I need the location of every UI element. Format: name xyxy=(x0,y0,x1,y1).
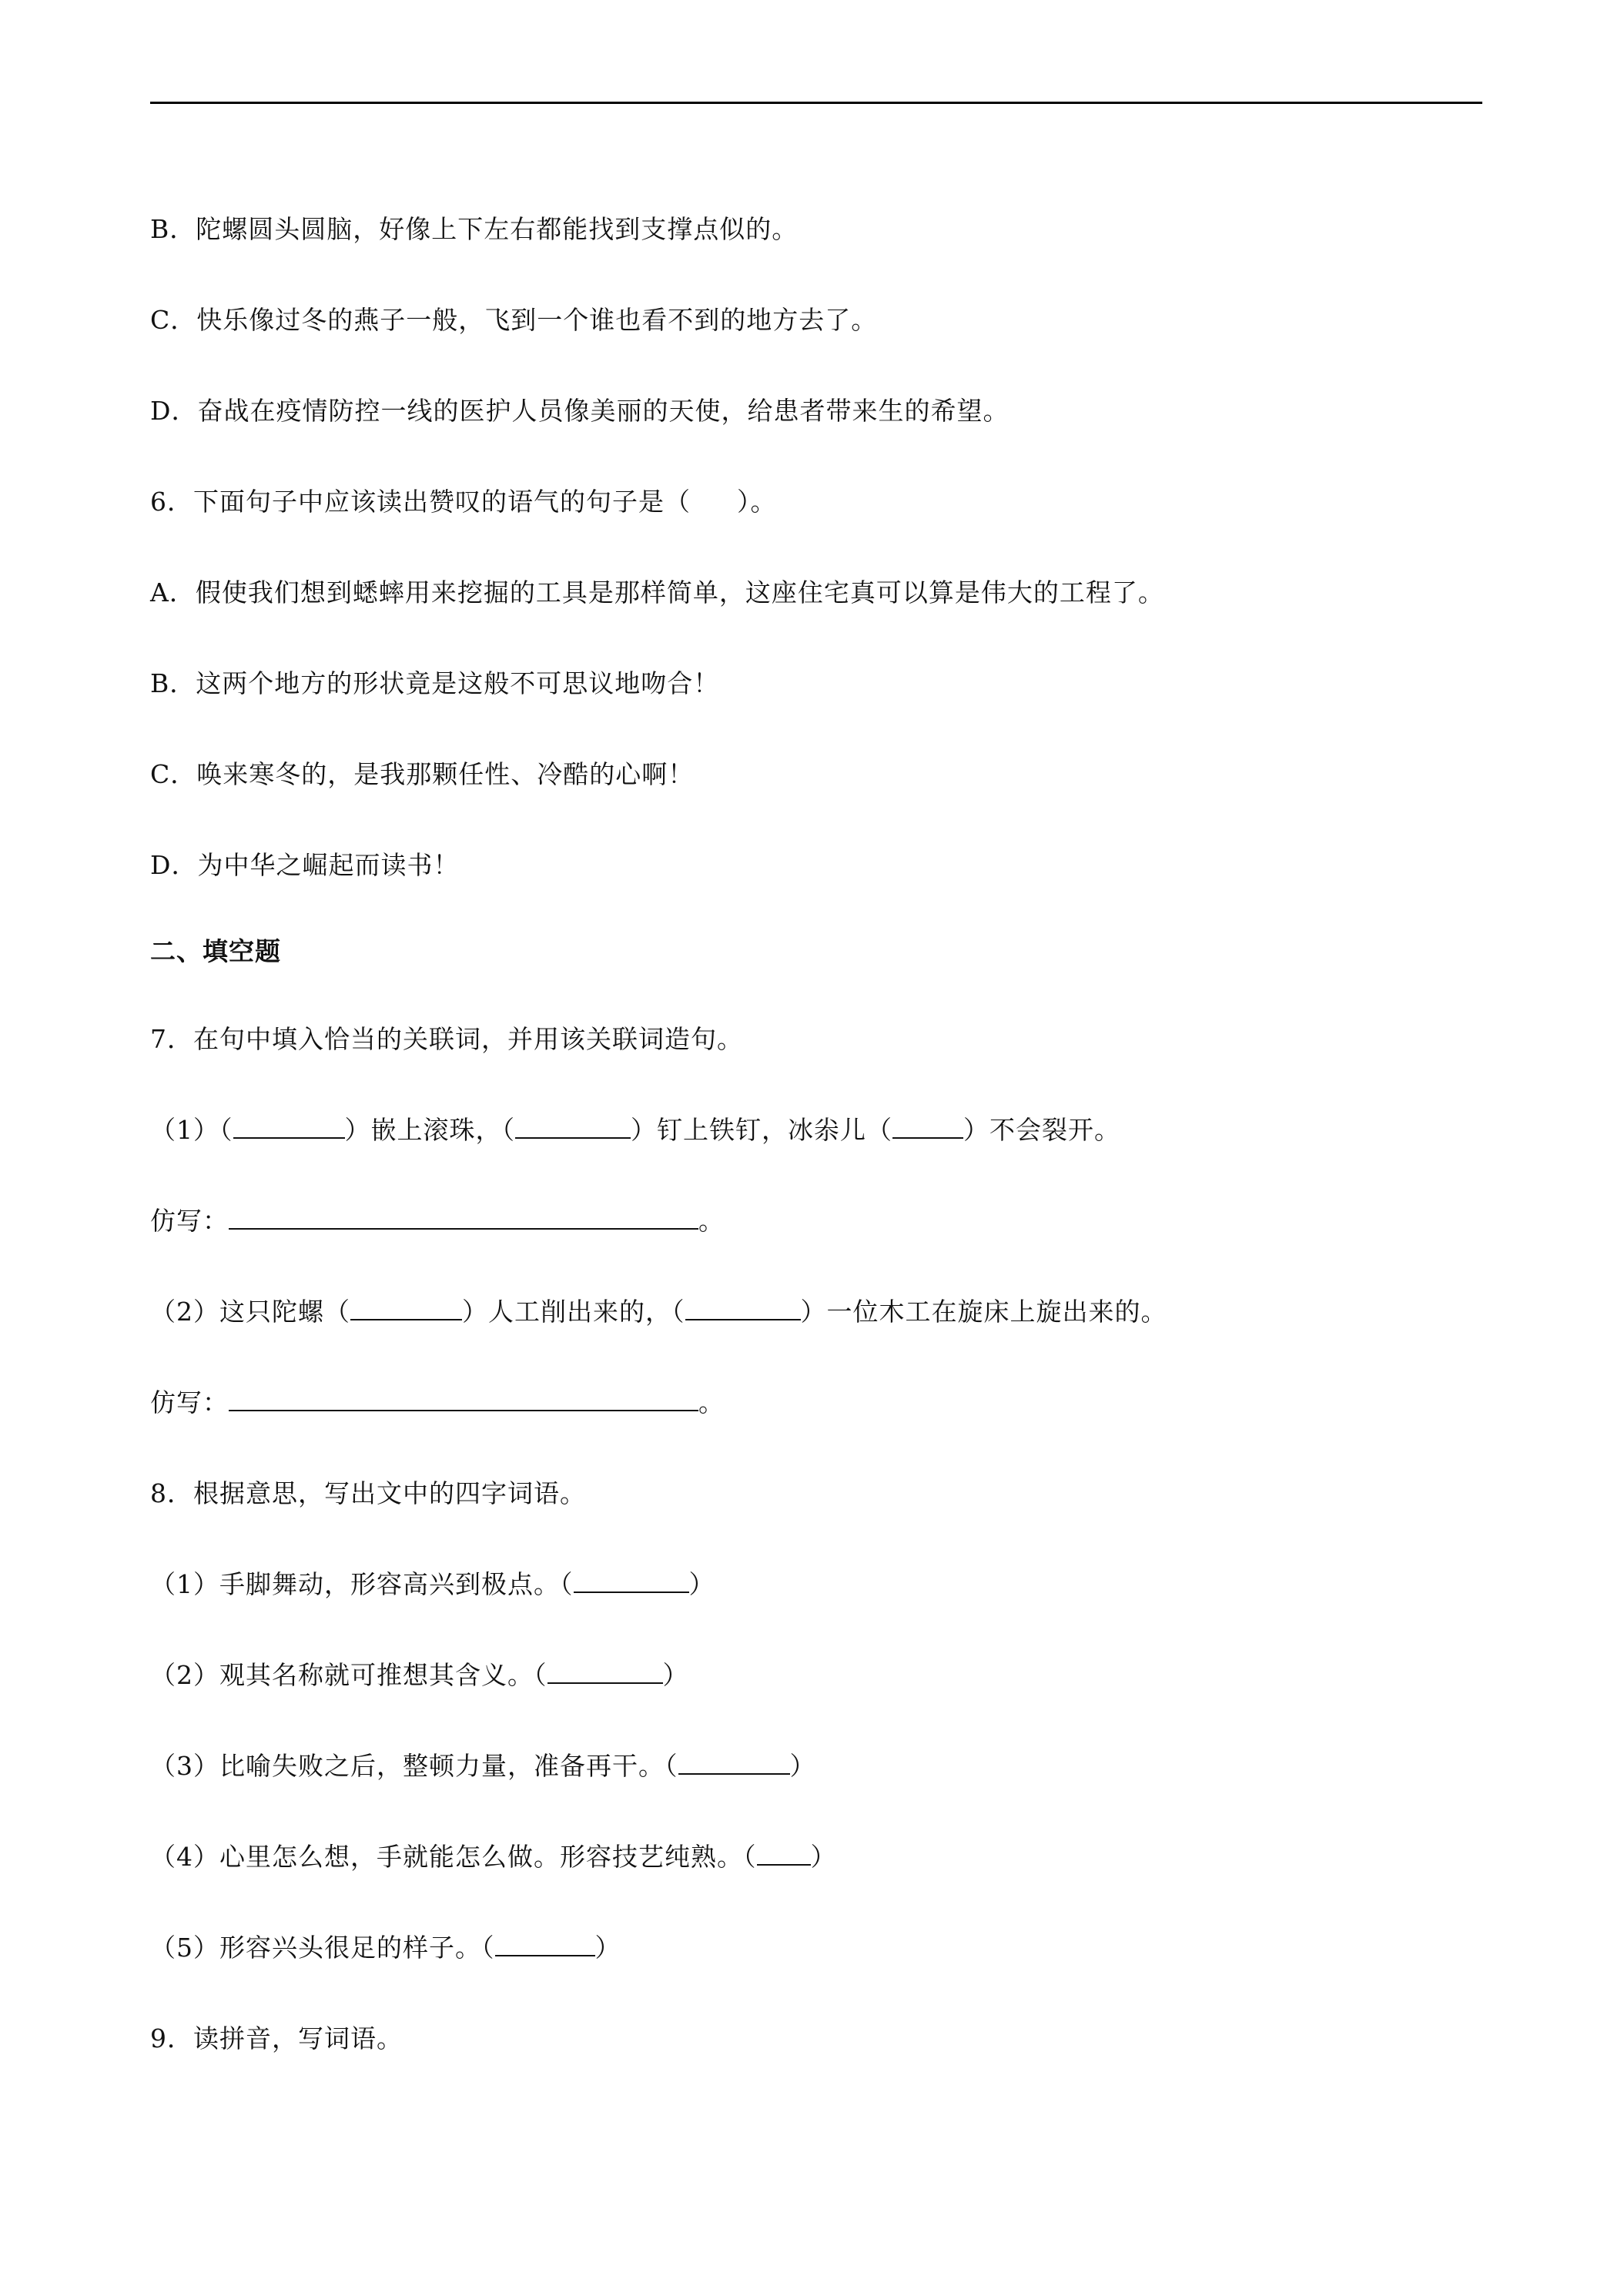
q8-item-5-blank[interactable] xyxy=(495,1932,595,1956)
q7-s1-part1: （1）（ xyxy=(150,1115,233,1145)
q8-item-4-blank[interactable] xyxy=(757,1841,811,1866)
imitate-label: 仿写： xyxy=(150,1387,229,1417)
q5-option-d: D．奋战在疫情防控一线的医护人员像美丽的天使，给患者带来生的希望。 xyxy=(150,396,1010,426)
q7-imitate-blank-2[interactable] xyxy=(229,1387,698,1411)
q7-s1-blank-1[interactable] xyxy=(233,1114,345,1139)
q7-s2-blank-1[interactable] xyxy=(350,1296,462,1320)
q8-item-3-blank[interactable] xyxy=(678,1750,790,1775)
q8-item-1 xyxy=(150,1568,715,1602)
q6-stem xyxy=(150,485,777,519)
q7-s1-part2: ）嵌上滚珠，（ xyxy=(344,1115,515,1145)
q8-item-4-end: ） xyxy=(810,1842,837,1872)
q6-option-d: D．为中华之崛起而读书！ xyxy=(150,850,460,880)
q8-item-3 xyxy=(150,1749,816,1783)
imitate-label: 仿写： xyxy=(150,1206,229,1236)
q7-sentence-1 xyxy=(150,1113,1120,1147)
q8-item-1-text: （1）手脚舞动，形容高兴到极点。（ xyxy=(150,1569,574,1599)
q8-item-1-blank[interactable] xyxy=(574,1568,689,1593)
q8-item-5 xyxy=(150,1931,621,1965)
q7-stem: 7．在句中填入恰当的关联词，并用该关联词造句。 xyxy=(150,1024,743,1054)
q6-option-c: C．唤来寒冬的，是我那颗任性、冷酷的心啊！ xyxy=(150,759,695,789)
q6-option-b: B．这两个地方的形状竟是这般不可思议地吻合！ xyxy=(150,668,720,698)
q6-option-a: A．假使我们想到蟋蟀用来挖掘的工具是那样简单，这座住宅真可以算是伟大的工程了。 xyxy=(150,577,1164,607)
section-title: 二、填空题 xyxy=(150,936,281,966)
q8-item-2 xyxy=(150,1658,689,1692)
q7-s1-part3: ）钉上铁钉，冰尜儿（ xyxy=(631,1115,892,1145)
q7-s1-blank-3[interactable] xyxy=(892,1114,963,1139)
q6-stem-before: 6．下面句子中应该读出赞叹的语气的句子是（ xyxy=(150,487,691,517)
q8-item-2-end: ） xyxy=(662,1660,689,1690)
q7-s2-part2: ）人工削出来的，（ xyxy=(462,1297,685,1327)
q8-item-3-end: ） xyxy=(789,1751,816,1781)
q7-s2-blank-2[interactable] xyxy=(685,1296,801,1320)
imitate-end: 。 xyxy=(698,1387,725,1417)
q7-imitate-blank-1[interactable] xyxy=(229,1205,698,1230)
q9-stem: 9．读拼音，写词语。 xyxy=(150,2023,403,2053)
q8-item-5-end: ） xyxy=(594,1933,621,1963)
q8-item-3-text: （3）比喻失败之后，整顿力量，准备再干。（ xyxy=(150,1751,678,1781)
imitate-end: 。 xyxy=(698,1206,725,1236)
q7-s2-part1: （2）这只陀螺（ xyxy=(150,1297,350,1327)
q7-s1-blank-2[interactable] xyxy=(515,1114,631,1139)
q5-option-b: B．陀螺圆头圆脑，好像上下左右都能找到支撑点似的。 xyxy=(150,214,799,244)
q8-item-2-text: （2）观其名称就可推想其含义。（ xyxy=(150,1660,547,1690)
q7-s2-part3: ）一位木工在旋床上旋出来的。 xyxy=(800,1297,1167,1327)
q8-item-1-end: ） xyxy=(688,1569,715,1599)
q7-imitate-1 xyxy=(150,1204,725,1238)
q7-imitate-2 xyxy=(150,1386,725,1420)
q7-s1-part4: ）不会裂开。 xyxy=(963,1115,1120,1145)
q8-item-5-text: （5）形容兴头很足的样子。（ xyxy=(150,1933,495,1963)
q8-item-4 xyxy=(150,1840,837,1874)
q7-sentence-2 xyxy=(150,1295,1167,1329)
q5-option-c: C．快乐像过冬的燕子一般，飞到一个谁也看不到的地方去了。 xyxy=(150,305,878,335)
q8-item-4-text: （4）心里怎么想，手就能怎么做。形容技艺纯熟。（ xyxy=(150,1842,757,1872)
q6-stem-after: ）。 xyxy=(737,487,777,517)
q8-stem: 8．根据意思，写出文中的四字词语。 xyxy=(150,1478,586,1508)
q8-item-2-blank[interactable] xyxy=(547,1659,663,1684)
header-rule xyxy=(150,102,1482,104)
